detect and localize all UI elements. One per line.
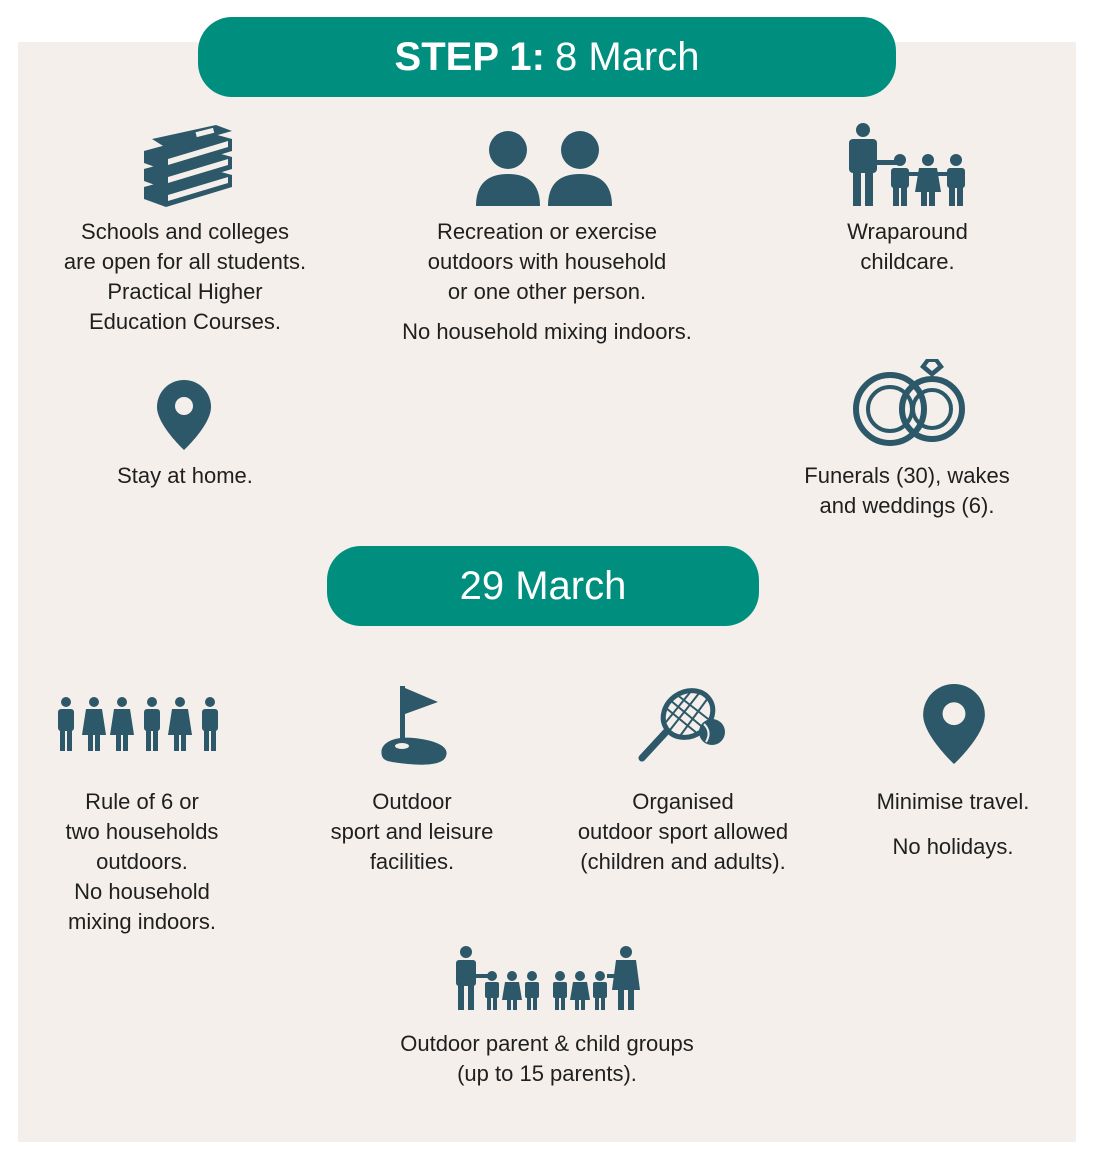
minimise-travel-text: Minimise travel. No holidays. [876, 789, 1030, 859]
location-pin-icon [157, 380, 211, 450]
schools-text: Schools and colleges are open for all students. Practical Higher Education Courses. [63, 219, 307, 334]
stay-home-text: Stay at home. [117, 463, 253, 488]
six-people-icon [54, 697, 224, 753]
step2-date: 29 March [459, 563, 627, 608]
outdoor-sport-text: Outdoor sport and leisure facilities. [330, 789, 494, 874]
step1-label: STEP 1: [394, 34, 545, 79]
organised-sport-text: Organised outdoor sport allowed (children and adults). [577, 789, 789, 874]
recreation-text: Recreation or exercise outdoors with household or one other person. No household mixing indoors. [402, 219, 692, 344]
wedding-rings-icon [850, 355, 968, 449]
step1-date-banner [198, 17, 896, 97]
step1-date: 8 March [554, 34, 700, 79]
rule-of-six-text: Rule of 6 or two households outdoors. No household mixing indoors. [65, 789, 219, 934]
books-icon [138, 125, 234, 211]
funerals-text: Funerals (30), wakes and weddings (6). [804, 463, 1010, 518]
family-icon [845, 122, 971, 208]
tennis-racket-icon [636, 686, 730, 766]
location-pin-icon [923, 684, 985, 764]
golf-flag-icon [378, 684, 450, 766]
childcare-text: Wraparound childcare. [847, 219, 968, 274]
parent-child-group-icon [454, 946, 640, 1010]
parent-child-text: Outdoor parent & child groups (up to 15 parents). [400, 1031, 694, 1086]
two-people-icon [476, 130, 614, 206]
step2-date-banner [327, 546, 759, 626]
